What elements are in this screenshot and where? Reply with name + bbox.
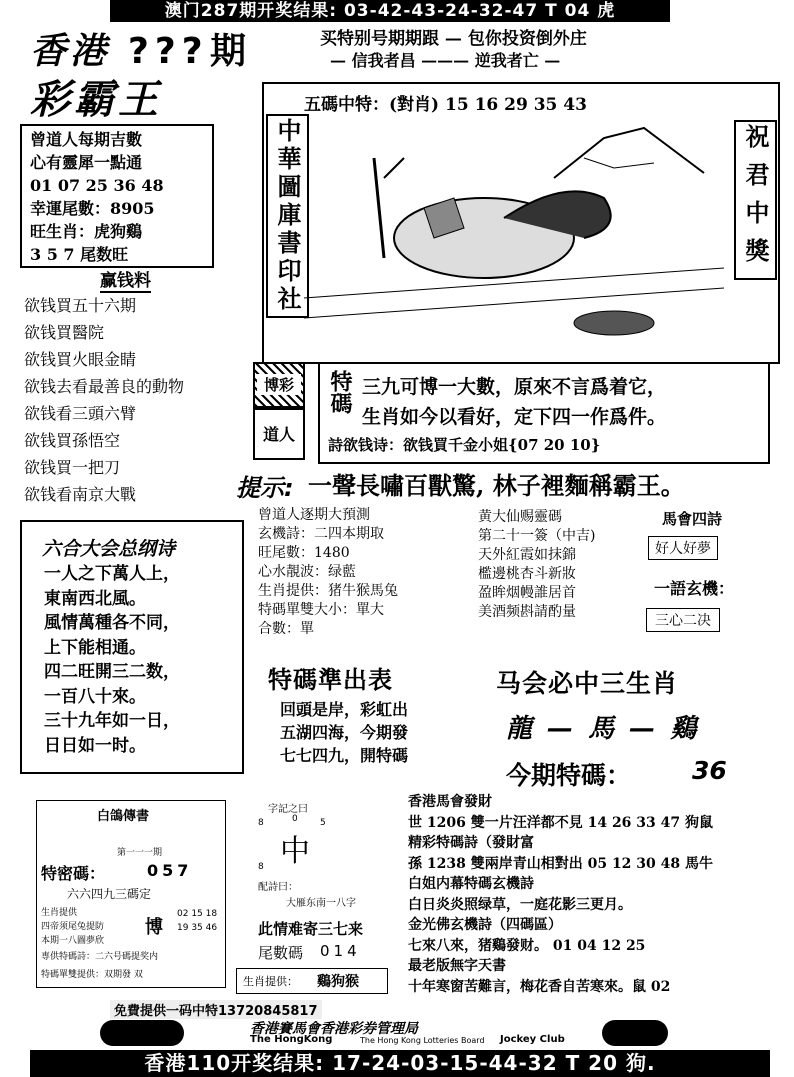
- masthead-title-1: 香港: [30, 31, 111, 72]
- oracle-line: 天外紅霞如抹錦: [478, 547, 576, 563]
- poem-line: 一百八十來。: [44, 686, 146, 707]
- liuhe-poem-title: 六合大会总纲诗: [42, 538, 176, 560]
- oracle-line: 第二十一簽（中吉): [478, 528, 596, 544]
- oracle-answer: 三心二决: [646, 608, 720, 632]
- letter-special-value: 057: [147, 861, 193, 880]
- jockey-line: 金光佛玄機詩（四碼區）: [408, 917, 562, 933]
- list-item: 欲钱買一把刀: [24, 458, 121, 477]
- zodiac-provide-box: [236, 968, 388, 994]
- horse-poem-answer: 好人好夢: [648, 536, 718, 560]
- masthead-title-2: 彩霸王: [30, 77, 162, 123]
- poem-line: 四二旺開三二数，: [44, 662, 180, 682]
- win-material-title: 赢钱料: [100, 266, 151, 293]
- special-table-title: 特碼準出表: [268, 666, 393, 694]
- jockey-line: 白姐内幕特碼玄機詩: [408, 876, 534, 892]
- special-poem-box: [318, 362, 770, 464]
- issue-placeholder: ???: [128, 31, 209, 72]
- info-line: 心有靈犀一點通: [30, 153, 143, 172]
- slogan-line-2: — 信我者昌 ——— 逆我者亡 —: [330, 51, 561, 70]
- prediction-line: 生肖提供：猪牛猴馬兔: [258, 583, 398, 599]
- poem-line: 東南西北風。: [44, 588, 146, 609]
- illustration-caption: 五碼中特：(對肖) 15 16 29 35 43: [304, 95, 587, 115]
- list-item: 欲钱看三頭六臂: [24, 404, 137, 423]
- horse-poem-title: 馬會四詩: [662, 510, 723, 528]
- liuhe-poem-box: [20, 520, 244, 774]
- jockey-line: 白日炎炎照绿草，一庭花影三更月。: [408, 896, 632, 913]
- oracle-line: 美酒频斟請酌量: [478, 604, 576, 620]
- hint-text: 一聲長嘯百獸驚, 林子裡麵稱霸王。: [308, 471, 685, 500]
- table-line: 回頭是岸，彩虹出: [280, 700, 409, 719]
- prediction-line: 玄機詩：二四本期取: [258, 526, 384, 542]
- list-item: 欲钱去看最善良的動物: [24, 377, 185, 396]
- compass-number-right: 5: [320, 818, 326, 828]
- bottom-result-banner: 香港110开奖结果: 17-24-03-15-44-32 T 20 狗.: [30, 1050, 770, 1077]
- huang-daxian-list: [478, 508, 595, 622]
- poem-line-1: 三九可博一大數，原來不言爲着它，: [362, 376, 667, 398]
- list-item: 欲钱買五十六期: [24, 296, 137, 315]
- list-item: 欲钱買醫院: [24, 323, 105, 342]
- side-badge-2-label: 道人: [262, 425, 295, 444]
- footer-logo-left: [100, 1020, 184, 1046]
- info-line: 01 07 25 36 48: [30, 176, 164, 195]
- vertical-text-right: 祝君中獎: [734, 120, 777, 280]
- info-line: 幸運尾數：8905: [30, 199, 155, 218]
- compass-number-top: 0: [292, 814, 298, 824]
- three-zodiac-animals: 龍 — 馬 — 鷄: [506, 714, 700, 744]
- info-line: 旺生肖：虎狗鷄: [30, 222, 143, 241]
- compass-title: 字記之曰: [268, 804, 308, 815]
- footer-org-left: The HongKong: [250, 1034, 333, 1045]
- jockey-line: 孫 1238 雙兩岸青山相對出 05 12 30 48 馬牛: [408, 855, 714, 872]
- jockey-line: 精彩特碼詩（發財富: [408, 835, 534, 851]
- letter-zodiac-label: 生肖提供: [41, 908, 78, 918]
- masthead-period: 期: [210, 31, 247, 72]
- letter-poem-label: 配詩曰：: [258, 882, 298, 893]
- letter-period: 第一一一期: [117, 848, 163, 858]
- tail-number-label: 尾數碼: [258, 944, 304, 962]
- fox-squirrel-illustration: [304, 118, 724, 354]
- prediction-line: 心水靚波：绿藍: [258, 564, 356, 580]
- side-badge-2: [253, 408, 305, 460]
- prediction-line: 合數：單: [258, 621, 314, 637]
- list-item: 欲钱看南京大戰: [24, 485, 137, 504]
- oracle-line: 檻邊桃杏斗新妝: [478, 566, 576, 582]
- three-zodiac-title: 马会必中三生肖: [496, 669, 679, 698]
- letter-title: 白鴿傳書: [97, 809, 150, 824]
- prediction-line: 旺尾數：1480: [258, 545, 350, 561]
- win-material-list: [24, 292, 184, 508]
- special-table-lines: [280, 698, 408, 767]
- poem-line-2: 生肖如今以看好，定下四一作爲件。: [362, 406, 667, 428]
- left-info-box: [20, 124, 214, 268]
- poem-line-3: 詩欲钱诗：欲钱買千金小姐{07 20 10}: [328, 436, 601, 454]
- side-badge-1-label: 博彩: [257, 374, 301, 395]
- letter-zodiac-value: 博: [145, 917, 163, 938]
- compass-number-bottom: 8: [258, 862, 264, 872]
- love-box-title: 此情难寄三七来: [258, 920, 364, 938]
- letter-single-double: 特碼單雙提供：双期發 双: [41, 970, 143, 980]
- jockey-line: 十年寒窗苦難言，梅花香自苦寒來。鼠 02: [408, 978, 671, 995]
- list-item: 欲钱買孫悟空: [24, 431, 121, 450]
- footer-logo-right: [602, 1020, 668, 1046]
- letter-numbers: 02 15 18 19 35 46: [177, 909, 218, 933]
- hint-label: 提示:: [236, 474, 294, 502]
- letter-note-2: 本期一八圖夢欣: [41, 936, 105, 946]
- vertical-text-left: 中華圖庫書印社: [266, 114, 309, 318]
- footer-org-right: Jockey Club: [500, 1034, 565, 1045]
- poem-line: 三十九年如一日，: [44, 711, 180, 731]
- oracle-line: 盈眸烟幔誰居首: [478, 585, 576, 601]
- oracle-title: 一語玄機：: [654, 579, 735, 598]
- top-result-banner: 澳门287期开奖结果: 03-42-43-24-32-47 T 04 虎: [110, 0, 670, 22]
- zodiac-provide-label: 生肖提供：: [243, 975, 298, 988]
- side-badge-1: [253, 362, 305, 408]
- poem-line: 一人之下萬人上，: [44, 564, 180, 584]
- table-line: 七七四九，開特碼: [280, 746, 409, 765]
- poem-line: 上下能相通。: [44, 637, 146, 658]
- letter-note-1: 四帝须尾兔提防: [41, 922, 105, 932]
- oracle-line: 黄大仙赐靈碼: [478, 509, 562, 525]
- poem-line: 日日如一时。: [44, 735, 146, 756]
- jockey-line: 香港馬會發財: [408, 794, 492, 810]
- pigeon-letter-box: [36, 800, 226, 988]
- jockey-line: 世 1206 雙一片汪洋都不見 14 26 33 47 狗鼠: [408, 814, 714, 831]
- prediction-list: [258, 506, 398, 639]
- footer-org-name: 香港賽馬會香港彩券管理局: [250, 1021, 418, 1037]
- compass-number-left: 8: [258, 818, 264, 828]
- jockey-line: 最老版無字天書: [408, 958, 506, 974]
- prediction-line: 特碼單雙大小：單大: [258, 602, 384, 618]
- list-item: 欲钱買火眼金睛: [24, 350, 137, 369]
- info-line: 曾道人每期吉數: [30, 130, 143, 149]
- letter-exclusive: 専供特碼詩：二六号碼提奖内: [41, 952, 159, 962]
- jockey-line: 七來八來，猪鷄發财。 01 04 12 25: [408, 937, 646, 954]
- info-line: 3 5 7 尾数旺: [30, 245, 129, 264]
- today-special-value: 36: [692, 756, 727, 785]
- free-offer-text: 免費提供一码中特13720845817: [110, 1000, 322, 1019]
- hk-jockey-list: [408, 792, 713, 997]
- slogan-line-1: 买特别号期期跟 — 包你投资倒外庄: [320, 29, 587, 49]
- tail-number-value: 014: [320, 942, 361, 960]
- compass-center: 中: [280, 834, 310, 869]
- letter-special-label: 特密碼：: [41, 864, 106, 883]
- today-special-label: 今期特碼：: [506, 761, 632, 790]
- poem-line: 風情萬種各不同，: [44, 613, 180, 633]
- illustration-frame: [262, 82, 780, 364]
- letter-formula: 六六四九三碼定: [67, 887, 152, 901]
- table-line: 五湖四海，今期發: [280, 723, 409, 742]
- prediction-line: 曾道人逐期大預測: [258, 507, 370, 523]
- footer-org-small: The Hong Kong Lotteries Board: [360, 1036, 485, 1045]
- zodiac-provide-value: 鷄狗猴: [317, 974, 359, 990]
- special-label: 特碼: [327, 370, 352, 414]
- letter-poem-text: 大雁东南一八字: [286, 898, 356, 909]
